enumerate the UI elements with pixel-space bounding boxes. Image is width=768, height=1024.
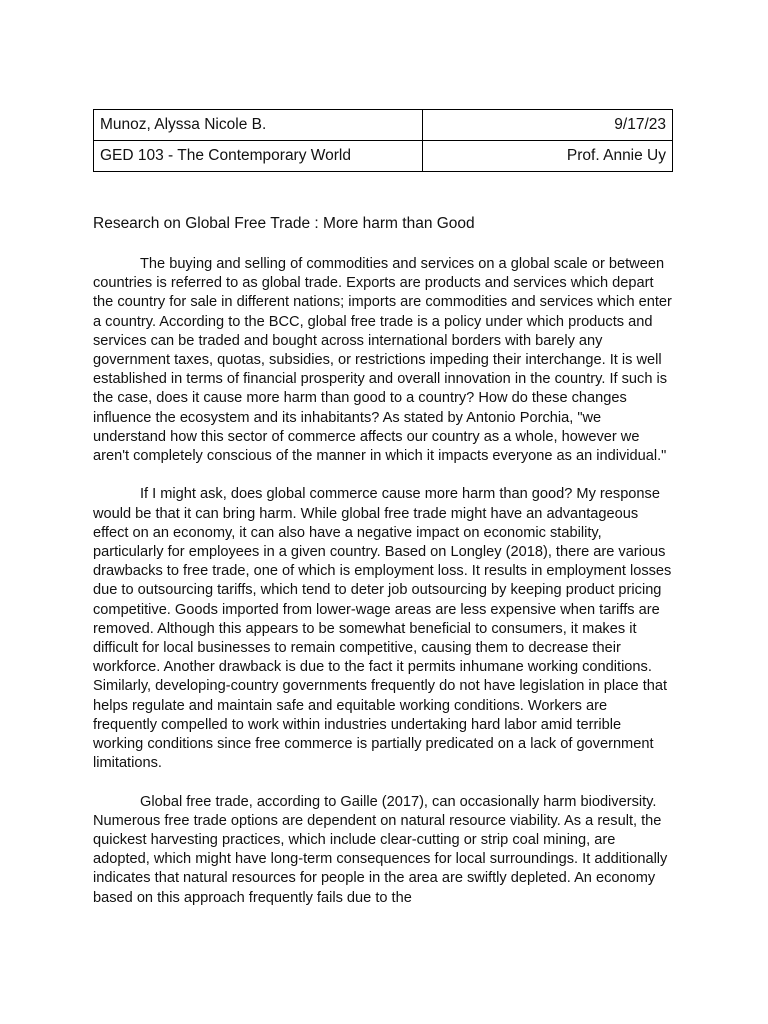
- document-title: Research on Global Free Trade : More harm than Good: [93, 215, 475, 232]
- paragraph-1: The buying and selling of commodities and services on a global scale or between countries is referred to as global trade. Exports are products and services which depart the country for sale in different nations; imports are commodities and services which enter a country. According to the BCC, global free trade is a policy under which products and services can be traded and bought across international borders with barely any government taxes, quotas, subsidies, or restrictions impeding their interchange. It is well established in terms of financial prosperity and overall innovation in the country. If such is the case, does it cause more harm than good to a country? How do these changes influence the ecosystem and its inhabitants? As stated by Antonio Porchia, "we understand how this sector of commerce affects our country as a whole, however we aren't completely conscious of the manner in which it impacts everyone as an individual.": [93, 256, 672, 465]
- paragraph-2: If I might ask, does global commerce cause more harm than good? My response would be that it can bring harm. While global free trade might have an advantageous effect on an economy, it can also have a negative impact on economic stability, particularly for employees in a given country. Based on Longley (2018), there are various drawbacks to free trade, one of which is employment loss. It results in employment losses due to outsourcing tariffs, which tend to deter job outsourcing by keeping product pricing competitive. Goods imported from lower-wage areas are less expensive when tariffs are removed. Although this appears to be somewhat beneficial to consumers, it makes it difficult for local businesses to remain competitive, causing them to decrease their workforce. Another drawback is due to the fact it permits inhumane working conditions. Similarly, developing-country governments frequently do not have legislation in place that helps regulate and maintain safe and equitable working conditions. Workers are frequently compelled to work within industries undertaking hard labor amid terrible working conditions since free commerce is partially predicated on a lack of government limitations.: [93, 486, 672, 772]
- header-row-1: [94, 110, 673, 141]
- document-body: [93, 255, 675, 927]
- course-cell: GED 103 - The Contemporary World: [94, 141, 423, 172]
- header-table: [93, 109, 673, 172]
- professor-cell: Prof. Annie Uy: [423, 141, 673, 172]
- paragraph-3: Global free trade, according to Gaille (2017), can occasionally harm biodiversity. Numerous free trade options are dependent on natural resource viability. As a result, the quickest harvesting practices, which include clear-cutting or strip coal mining, are adopted, which might have long-term consequences for local surroundings. It additionally indicates that natural resources for people in the area are swiftly depleted. An economy based on this approach frequently fails due to the: [93, 793, 668, 906]
- student-name-cell: Munoz, Alyssa Nicole B.: [94, 110, 423, 141]
- header-row-2: [94, 141, 673, 172]
- date-cell: 9/17/23: [423, 110, 673, 141]
